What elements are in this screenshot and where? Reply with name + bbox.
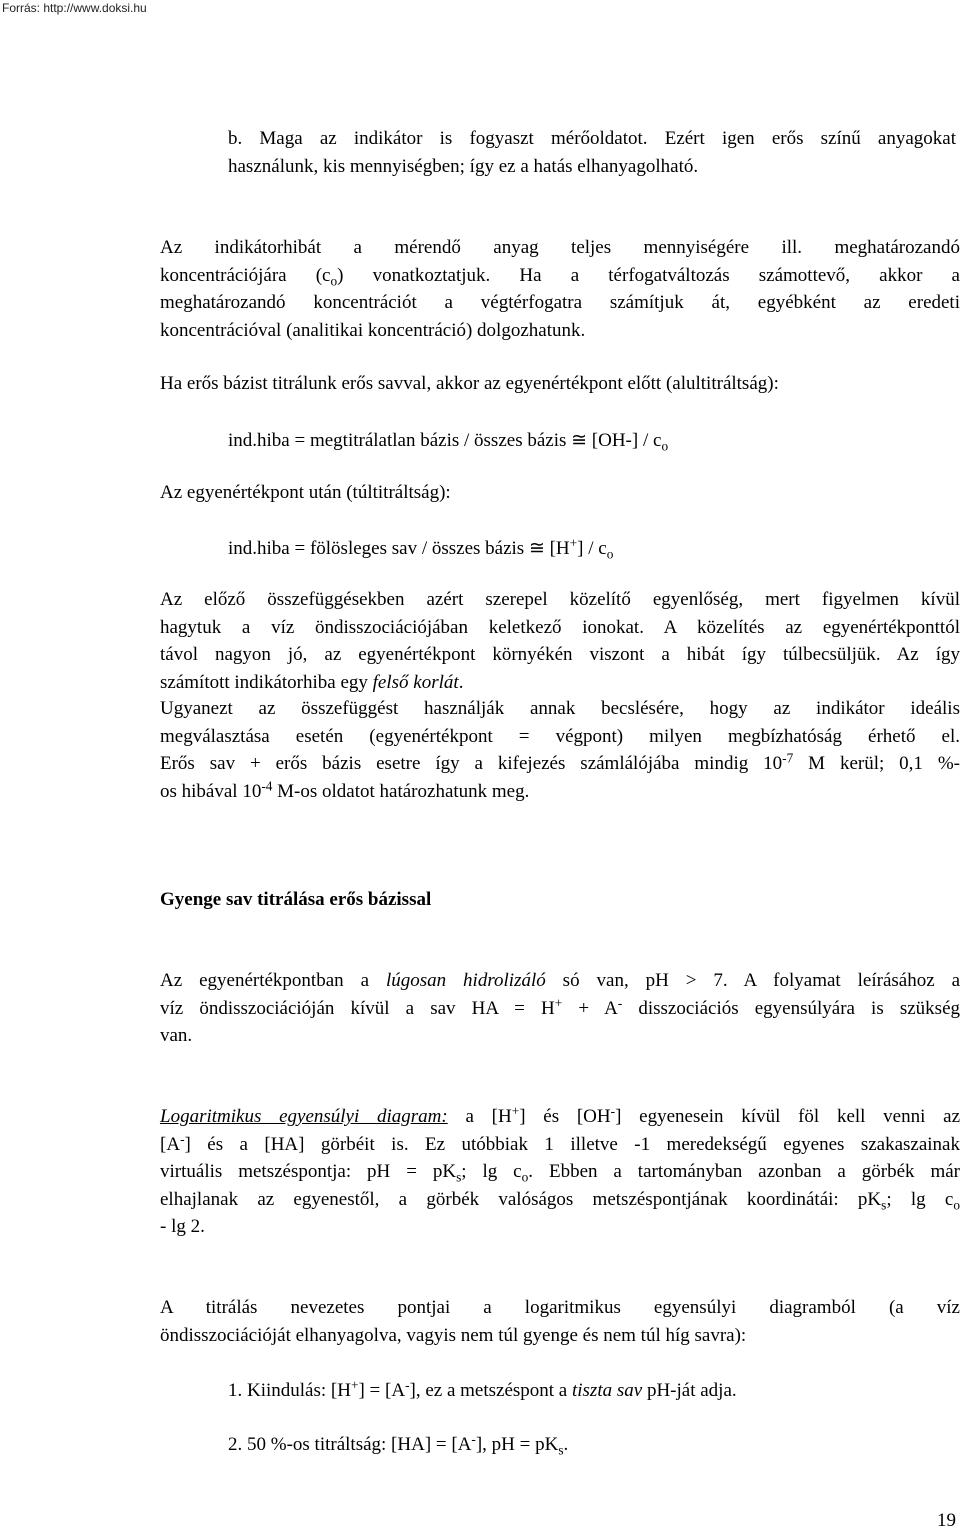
- list-item: 2. 50 %-os titráltság: [HA] = [A-], pH = $pK_s$.: [228, 1431, 569, 1458]
- text-line: Logaritmikus egyensúlyi diagram: a [H+] és [OH-] egyenesein kívül föl kell venni az: [160, 1103, 960, 1127]
- text-line: távol nagyon jó, az egyenértékpont környékén viszont a hibát így túlbecsüljük. Az így: [160, 644, 960, 665]
- text-line: Ugyanezt az összefüggést használják annak becslésére, hogy az indikátor ideális: [160, 698, 960, 719]
- text-line: koncentrációjára $(c_o)$ vonatkoztatjuk. Ha a térfogatváltozás számottevő, akkor a: [160, 264, 960, 289]
- paragraph-tultitraltsag: Az egyenértékpont után (túltitráltság):: [160, 482, 451, 503]
- text-line: Az egyenértékpontban a lúgosan hidrolizáló só van, pH > 7. A folyamat leírásához a: [160, 970, 960, 991]
- text-line: megválasztása esetén (egyenértékpont = végpont) milyen megbízhatóság érhető el.: [160, 725, 960, 747]
- paragraph-becsles: [160, 695, 960, 805]
- text-line: A titrálás nevezetes pontjai a logaritmikus egyensúlyi diagramból (a víz: [160, 1297, 960, 1318]
- list-item: 1. Kiindulás: [H+] = [A-], ez a metszéspont a tiszta sav pH-ját adja.: [228, 1377, 737, 1401]
- text-line: os hibával $10^{-4}$ M-os oldatot határozhatunk meg.: [160, 777, 530, 802]
- text-line: öndisszociációját elhanyagolva, vagyis nem túl gyenge és nem túl híg savra):: [160, 1324, 747, 1346]
- section-heading: Gyenge sav titrálása erős bázissal: [160, 889, 432, 910]
- paragraph-indikatorhiba: [160, 234, 960, 344]
- paragraph-b: [228, 125, 956, 180]
- paragraph-gyenge-sav: [160, 967, 960, 1050]
- text-line: koncentrációval (analitikai koncentráció) dolgozhatunk.: [160, 319, 586, 341]
- text-line: b. Maga az indikátor is fogyaszt mérőoldatot. Ezért igen erős színű anyagokat: [228, 128, 956, 149]
- text-line: hagytuk a víz öndisszociációjában keletkező ionokat. A közelítés az egyenértékponttól: [160, 616, 960, 638]
- text-line: Erős sav + erős bázis esetre így a kifejezés számlálójába mindig $10^{-7}$ M kerül; 0,1 %-: [160, 750, 960, 774]
- paragraph-log-diagram: [160, 1103, 960, 1241]
- text-line: Az előző összefüggésekben azért szerepel közelítő egyenlőség, mert figyelmen kívül: [160, 589, 960, 610]
- paragraph-alultitraltsag: Ha erős bázist titrálunk erős savval, akkor az egyenértékpont előtt (alultitráltság):: [160, 373, 779, 394]
- paragraph-kozelites: [160, 586, 960, 696]
- text-line: virtuális metszéspontja: pH = $pK_s$; $\lg c_o$. Ebben a tartományban azonban a görbék már: [160, 1161, 960, 1185]
- text-line: Az indikátorhibát a mérendő anyag teljes mennyiségére ill. meghatározandó: [160, 237, 960, 258]
- text-line: használunk, kis mennyiségben; így ez a hatás elhanyagolható.: [228, 155, 699, 177]
- text-line: [A-] és a [HA] görbéit is. Ez utóbbiak 1 illetve -1 meredekségű egyenes szakaszainak: [160, 1130, 960, 1155]
- formula-alultitraltsag: ind.hiba = megtitrálatlan bázis / összes bázis ≅ $[OH-] / c_o$: [228, 430, 669, 454]
- text-line: meghatározandó koncentrációt a végtérfogatra számítjuk át, egyébként az eredeti: [160, 292, 960, 313]
- paragraph-nevezetes-pontok: [160, 1294, 960, 1349]
- text-line: - lg 2.: [160, 1216, 205, 1237]
- text-line: elhajlanak az egyenestől, a görbék valóságos metszéspontjának koordinátái: $pK_s$; $\lg c_o$: [160, 1188, 960, 1213]
- formula-tultitraltsag: ind.hiba = fölösleges sav / összes bázis ≅ $[H^+] / c_o$: [228, 535, 614, 562]
- text-line: van.: [160, 1025, 193, 1046]
- text-line: víz öndisszociációján kívül a sav HA = H+ + A- disszociációs egyensúlyára is szükség: [160, 994, 960, 1019]
- page-number: 19: [937, 1510, 956, 1531]
- text-line: számított indikátorhiba egy felső korlát.: [160, 671, 464, 693]
- source-url: Forrás: http://www.doksi.hu: [2, 1, 147, 15]
